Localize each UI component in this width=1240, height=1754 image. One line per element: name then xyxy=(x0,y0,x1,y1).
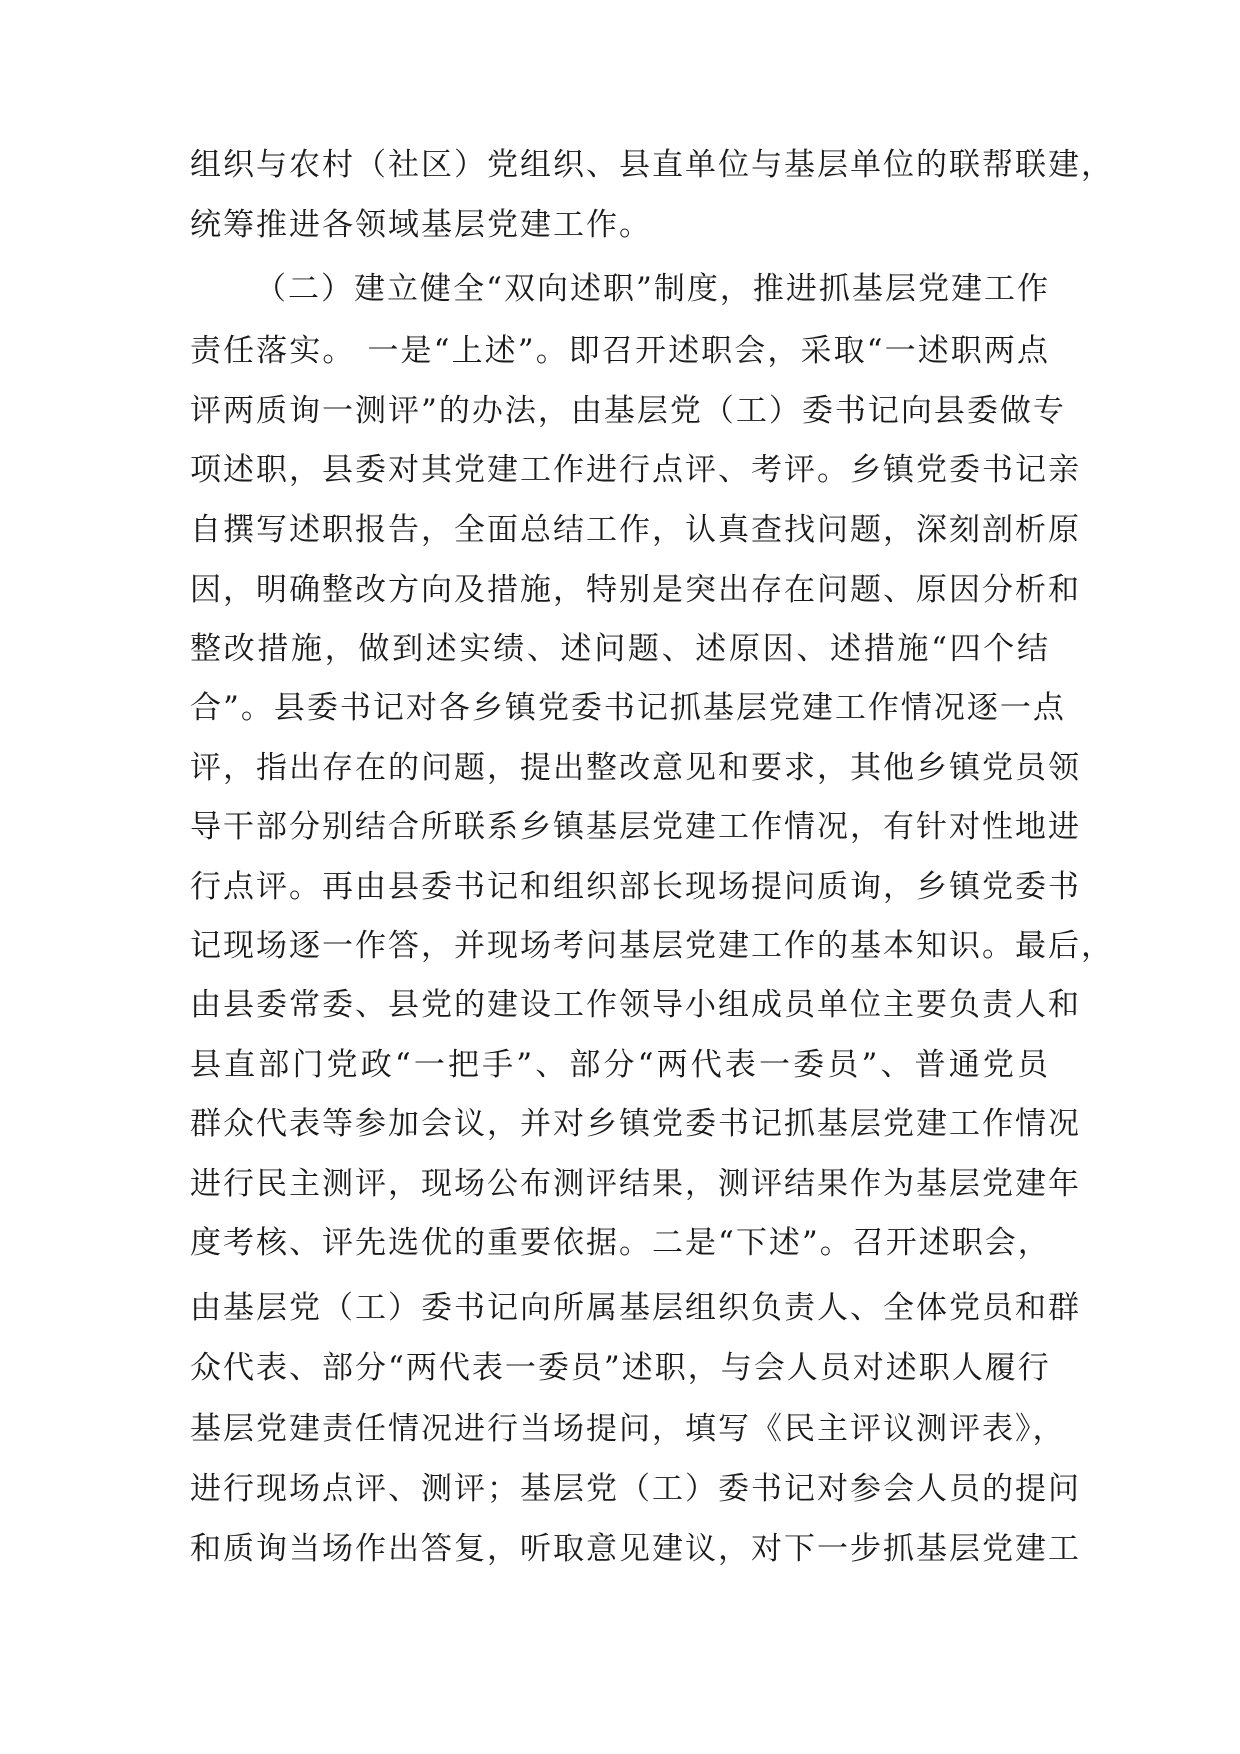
text-line: 责任落实。 一是“上述”。即召开述职会，采取“一述职两点 xyxy=(190,333,1050,369)
text-line: 合”。县委书记对各乡镇党委书记抓基层党建工作情况逐一点 xyxy=(190,690,1066,726)
text-line: 由基层党（工）委书记向所属基层组织负责人、全体党员和群 xyxy=(190,1290,1081,1326)
text-line: 组织与农村（社区）党组织、县直单位与基层单位的联帮联建， xyxy=(190,147,1114,183)
text-line: 评，指出存在的问题，提出整改意见和要求，其他乡镇党员领 xyxy=(190,750,1081,786)
text-line: 记现场逐一作答，并现场考问基层党建工作的基本知识。最后， xyxy=(190,928,1114,964)
text-line: 因，明确整改方向及措施，特别是突出存在问题、原因分析和 xyxy=(190,572,1081,608)
text-line: 群众代表等参加会议，并对乡镇党委书记抓基层党建工作情况 xyxy=(190,1106,1081,1142)
text-line: 基层党建责任情况进行当场提问，填写《民主评议测评表》， xyxy=(190,1411,1066,1447)
text-line: 众代表、部分“两代表一委员”述职，与会人员对述职人履行 xyxy=(190,1350,1051,1386)
text-line: 进行民主测评，现场公布测评结果，测评结果作为基层党建年 xyxy=(190,1166,1081,1202)
section-heading-line: （二）建立健全“双向述职”制度，推进抓基层党建工作 xyxy=(255,271,1050,307)
text-line: 县直部门党政“一把手”、部分“两代表一委员”、普通党员 xyxy=(190,1047,1050,1083)
text-line: 项述职，县委对其党建工作进行点评、考评。乡镇党委书记亲 xyxy=(190,452,1081,488)
text-line: 统筹推进各领域基层党建工作。 xyxy=(190,207,652,243)
text-line: 由县委常委、县党的建设工作领导小组成员单位主要负责人和 xyxy=(190,987,1081,1023)
text-line: 评两质询一测评”的办法，由基层党（工）委书记向县委做专 xyxy=(190,393,1066,429)
text-line: 度考核、评先选优的重要依据。二是“下述”。召开述职会， xyxy=(190,1225,1051,1261)
text-line: 整改措施，做到述实绩、述问题、述原因、述措施“四个结 xyxy=(190,631,1050,667)
text-line: 导干部分别结合所联系乡镇基层党建工作情况，有针对性地进 xyxy=(190,809,1081,845)
text-line: 进行现场点评、测评；基层党（工）委书记对参会人员的提问 xyxy=(190,1471,1081,1507)
text-line: 和质询当场作出答复，听取意见建议，对下一步抓基层党建工 xyxy=(190,1531,1081,1567)
text-line: 自撰写述职报告，全面总结工作，认真查找问题，深刻剖析原 xyxy=(190,512,1081,548)
text-line: 行点评。再由县委书记和组织部长现场提问质询，乡镇党委书 xyxy=(190,869,1081,905)
